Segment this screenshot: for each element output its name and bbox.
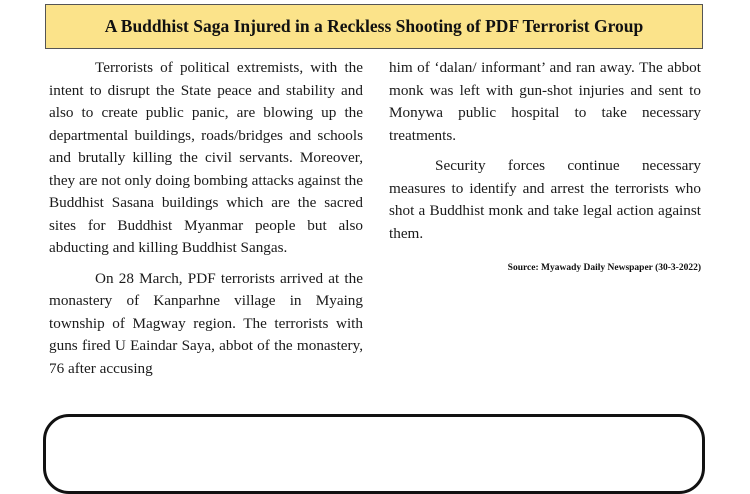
paragraph-4: Security forces continue necessary measures to identify and arrest the terrorists who shot a Buddhist monk and take legal action against them. [389, 157, 701, 242]
next-article-frame [43, 414, 705, 494]
paragraph-2: On 28 March, PDF terrorists arrived at the monastery of Kanparhne village in Myaing township of Magway region. The terrorists with guns fired U Eaindar Saya, abbot of the monastery, 76 after accusing [49, 269, 363, 377]
left-column [49, 57, 363, 380]
article-title-banner [45, 4, 703, 49]
paragraph-3: him of ‘dalan/ informant’ and ran away. The abbot monk was left with gun-shot injuries and sent to Monywa public hospital to take necessary treatments. [389, 59, 701, 144]
article-title: A Buddhist Saga Injured in a Reckless Shooting of PDF Terrorist Group [104, 16, 644, 36]
paragraph-1: Terrorists of political extremists, with the intent to disrupt the State peace and stability and also to create public panic, are blowing up the departmental buildings, roads/bridges and schools and brutally killing the civil servants. Moreover, they are not only doing bombing attacks against the Buddhist Sasana buildings which are the sacred sites for Buddhist Myanmar people but also abducting and killing Buddhist Sangas. [49, 59, 363, 256]
right-column [389, 57, 701, 245]
source-citation: Source: Myawady Daily Newspaper (30-3-2022) [507, 263, 701, 273]
